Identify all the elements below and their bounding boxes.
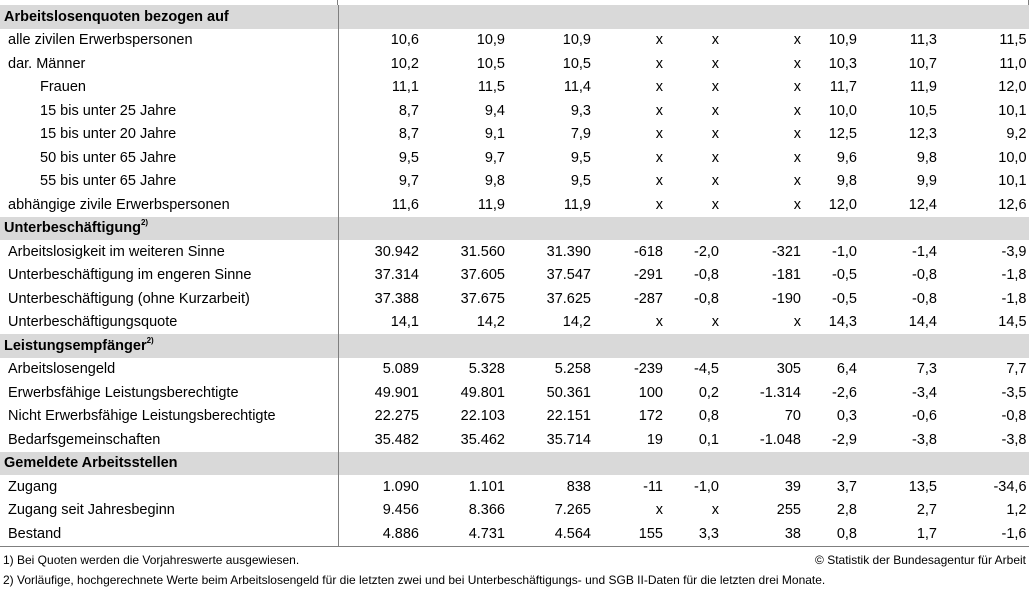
value-cell: 5.258: [554, 361, 591, 378]
value-cell: x: [655, 55, 663, 72]
value-cell: 7.265: [554, 502, 591, 519]
row-label: Unterbeschäftigung (ohne Kurzarbeit): [0, 287, 338, 311]
value-cell: 19: [646, 431, 663, 448]
section-title-text: Arbeitslosenquoten bezogen auf: [4, 8, 229, 25]
value-cell: 37.388: [374, 290, 419, 307]
value-cell: 50.361: [546, 384, 591, 401]
section-header-fill: [338, 452, 1029, 476]
value-cell: 10,1: [943, 170, 1029, 194]
value-cell: 9,5: [570, 173, 591, 190]
value-cell: x: [655, 126, 663, 143]
value-cell: 3,3: [669, 522, 725, 546]
value-cell: 12,4: [908, 196, 937, 213]
value-cell: -618: [633, 243, 663, 260]
value-cell: x: [793, 126, 801, 143]
value-cell: 6,4: [836, 361, 857, 378]
table-row: [0, 311, 1029, 335]
section-header-row: [0, 217, 1029, 241]
value-cell: 14,2: [476, 314, 505, 331]
value-cell: 9,4: [484, 102, 505, 119]
value-cell: x: [711, 126, 719, 143]
value-cell: 7,9: [570, 126, 591, 143]
value-cell: 9,5: [570, 149, 591, 166]
value-cell: 11,1: [391, 79, 419, 96]
table-row: [0, 381, 1029, 405]
value-cell: x: [793, 173, 801, 190]
table-row: [0, 264, 1029, 288]
row-label: Erwerbsfähige Leistungsberechtigte: [0, 381, 338, 405]
section-header-fill: [338, 217, 1029, 241]
value-cell: -0,5: [832, 290, 857, 307]
value-cell: 838: [566, 478, 591, 495]
value-cell: 9,5: [398, 149, 419, 166]
value-cell: -239: [633, 361, 663, 378]
value-cell: x: [655, 173, 663, 190]
value-cell: -291: [633, 267, 663, 284]
value-cell: 0,3: [836, 408, 857, 425]
value-cell: -1,0: [832, 243, 857, 260]
value-cell: 10,9: [828, 32, 857, 49]
value-cell: 5.089: [382, 361, 419, 378]
value-cell: 1.101: [468, 478, 505, 495]
value-cell: -1,4: [912, 243, 937, 260]
value-cell: -3,5: [943, 381, 1029, 405]
value-cell: 49.801: [460, 384, 505, 401]
value-cell: -2,6: [832, 384, 857, 401]
row-label: 15 bis unter 20 Jahre: [0, 123, 338, 147]
table-row: [0, 240, 1029, 264]
value-cell: 35.714: [546, 431, 591, 448]
value-cell: 10,0: [828, 102, 857, 119]
section-title: [0, 334, 338, 358]
value-cell: 10,0: [943, 146, 1029, 170]
footnote-1: 1) Bei Quoten werden die Vorjahreswerte ausgewiesen.: [3, 553, 300, 567]
row-label: 50 bis unter 65 Jahre: [0, 146, 338, 170]
value-cell: x: [793, 314, 801, 331]
value-cell: 0,2: [698, 384, 719, 401]
table-row: [0, 170, 1029, 194]
value-cell: 10,5: [562, 55, 591, 72]
table-row: [0, 358, 1029, 382]
table-row: [0, 146, 1029, 170]
value-cell: -1,8: [943, 264, 1029, 288]
value-cell: 12,3: [908, 126, 937, 143]
value-cell: 155: [597, 522, 669, 546]
section-title: [0, 5, 338, 29]
value-cell: 13,5: [908, 478, 937, 495]
value-cell: 9,8: [916, 149, 937, 166]
value-cell: 8.366: [468, 502, 505, 519]
value-cell: 14,1: [390, 314, 419, 331]
value-cell: 100: [638, 384, 663, 401]
value-cell: 3,7: [836, 478, 857, 495]
value-cell: 1,7: [863, 522, 943, 546]
value-cell: 8,7: [398, 126, 419, 143]
value-cell: 8,7: [398, 102, 419, 119]
value-cell: 14,2: [562, 314, 591, 331]
value-cell: 4.886: [338, 522, 425, 546]
row-label: dar. Männer: [0, 52, 338, 76]
value-cell: 9.456: [382, 502, 419, 519]
value-cell: -2,0: [694, 243, 719, 260]
value-cell: 37.605: [460, 267, 505, 284]
value-cell: 22.151: [546, 408, 591, 425]
value-cell: 49.901: [374, 384, 419, 401]
value-cell: 1,2: [943, 499, 1029, 523]
value-cell: 11,9: [563, 196, 591, 213]
value-cell: -0,8: [694, 290, 719, 307]
value-cell: 0,8: [807, 522, 863, 546]
value-cell: 9,6: [836, 149, 857, 166]
value-cell: 305: [776, 361, 801, 378]
value-cell: -3,8: [912, 431, 937, 448]
value-cell: 2,8: [836, 502, 857, 519]
value-cell: 37.625: [546, 290, 591, 307]
value-cell: -3,4: [912, 384, 937, 401]
footnote-marker: 2): [146, 335, 154, 345]
section-header-fill: [338, 5, 1029, 29]
table-row: [0, 99, 1029, 123]
value-cell: x: [711, 314, 719, 331]
row-label: Nicht Erwerbsfähige Leistungsberechtigte: [0, 405, 338, 429]
value-cell: x: [655, 149, 663, 166]
value-cell: 4.731: [425, 522, 511, 546]
value-cell: 35.462: [460, 431, 505, 448]
section-header-row: [0, 5, 1029, 29]
value-cell: 7,3: [916, 361, 937, 378]
value-cell: -190: [771, 290, 801, 307]
value-cell: 70: [784, 408, 801, 425]
value-cell: 11,0: [943, 52, 1029, 76]
value-cell: 4.564: [511, 522, 597, 546]
value-cell: 9,7: [484, 149, 505, 166]
value-cell: 11,9: [477, 196, 505, 213]
value-cell: 12,6: [943, 193, 1029, 217]
table-row: [0, 475, 1029, 499]
value-cell: 38: [725, 522, 807, 546]
value-cell: -1.314: [759, 384, 801, 401]
value-cell: 1.090: [382, 478, 419, 495]
section-header-row: [0, 334, 1029, 358]
section-header-row: [0, 452, 1029, 476]
source-credit: © Statistik der Bundesagentur für Arbeit: [815, 553, 1026, 567]
table-body: [0, 5, 1029, 546]
value-cell: 14,5: [943, 311, 1029, 335]
row-label: Bestand: [0, 522, 338, 546]
value-cell: x: [711, 196, 719, 213]
value-cell: -287: [633, 290, 663, 307]
value-cell: x: [655, 102, 663, 119]
value-cell: -0,6: [912, 408, 937, 425]
value-cell: 9,1: [484, 126, 505, 143]
value-cell: -181: [771, 267, 801, 284]
table-row: [0, 287, 1029, 311]
value-cell: 14,4: [908, 314, 937, 331]
section-title: [0, 217, 338, 241]
section-title: [0, 452, 338, 476]
value-cell: -1,6: [943, 522, 1029, 546]
value-cell: 11,7: [829, 79, 857, 96]
value-cell: 10,9: [476, 32, 505, 49]
value-cell: -34,6: [943, 475, 1029, 499]
value-cell: 9,2: [943, 123, 1029, 147]
value-cell: x: [711, 149, 719, 166]
value-cell: 9,7: [398, 173, 419, 190]
footnote-2: 2) Vorläufige, hochgerechnete Werte beim Arbeitslosengeld für die letzten zwei und bei Unterbeschäftigungs- und SGB II-Daten für die letzten drei Monate.: [3, 573, 826, 587]
section-title-text: Leistungsempfänger: [4, 337, 147, 354]
value-cell: 11,4: [563, 79, 591, 96]
value-cell: x: [793, 196, 801, 213]
row-label: Unterbeschäftigungsquote: [0, 311, 338, 335]
value-cell: 37.547: [546, 267, 591, 284]
value-cell: -3,8: [943, 428, 1029, 452]
table-row: [0, 522, 1029, 546]
value-cell: -1,8: [943, 287, 1029, 311]
value-cell: 11,6: [391, 196, 419, 213]
value-cell: 9,8: [484, 173, 505, 190]
value-cell: 172: [638, 408, 663, 425]
value-cell: 11,5: [943, 29, 1029, 53]
value-cell: x: [711, 55, 719, 72]
row-label: 55 bis unter 65 Jahre: [0, 170, 338, 194]
row-label: 15 bis unter 25 Jahre: [0, 99, 338, 123]
value-cell: 37.314: [374, 267, 419, 284]
row-label: Frauen: [0, 76, 338, 100]
table-row: [0, 29, 1029, 53]
row-label: alle zivilen Erwerbspersonen: [0, 29, 338, 53]
value-cell: x: [711, 173, 719, 190]
value-cell: -1,0: [694, 478, 719, 495]
value-cell: x: [711, 102, 719, 119]
value-cell: x: [655, 32, 663, 49]
statistics-table: [0, 5, 1029, 547]
value-cell: -0,8: [694, 267, 719, 284]
value-cell: 31.560: [460, 243, 505, 260]
value-cell: 11,3: [909, 32, 937, 49]
row-label: abhängige zivile Erwerbspersonen: [0, 193, 338, 217]
value-cell: 30.942: [374, 243, 419, 260]
row-label: Zugang: [0, 475, 338, 499]
value-cell: 10,1: [943, 99, 1029, 123]
value-cell: -2,9: [832, 431, 857, 448]
value-cell: -4,5: [694, 361, 719, 378]
value-cell: 5.328: [468, 361, 505, 378]
value-cell: x: [711, 79, 719, 96]
value-cell: 22.275: [374, 408, 419, 425]
value-cell: 35.482: [374, 431, 419, 448]
value-cell: x: [793, 32, 801, 49]
value-cell: x: [793, 55, 801, 72]
table-row: [0, 499, 1029, 523]
value-cell: 11,9: [909, 79, 937, 96]
value-cell: 10,5: [908, 102, 937, 119]
value-cell: 14,3: [828, 314, 857, 331]
value-cell: 0,1: [698, 431, 719, 448]
row-label: Bedarfsgemeinschaften: [0, 428, 338, 452]
value-cell: x: [711, 32, 719, 49]
value-cell: 37.675: [460, 290, 505, 307]
value-cell: 12,5: [828, 126, 857, 143]
section-title-text: Unterbeschäftigung: [4, 220, 141, 237]
value-cell: -0,8: [912, 290, 937, 307]
value-cell: 22.103: [460, 408, 505, 425]
value-cell: x: [793, 102, 801, 119]
value-cell: 11,5: [477, 79, 505, 96]
value-cell: 255: [776, 502, 801, 519]
value-cell: 12,0: [943, 76, 1029, 100]
table-row: [0, 193, 1029, 217]
value-cell: 10,2: [390, 55, 419, 72]
value-cell: x: [655, 79, 663, 96]
row-label: Arbeitslosigkeit im weiteren Sinne: [0, 240, 338, 264]
value-cell: 31.390: [546, 243, 591, 260]
value-cell: 10,6: [390, 32, 419, 49]
value-cell: -11: [643, 478, 663, 495]
table-row: [0, 428, 1029, 452]
value-cell: 10,5: [476, 55, 505, 72]
row-label: Zugang seit Jahresbeginn: [0, 499, 338, 523]
value-cell: x: [655, 502, 663, 519]
table-row: [0, 76, 1029, 100]
value-cell: x: [655, 196, 663, 213]
table-row: [0, 123, 1029, 147]
row-label: Unterbeschäftigung im engeren Sinne: [0, 264, 338, 288]
value-cell: -0,8: [943, 405, 1029, 429]
value-cell: -0,5: [832, 267, 857, 284]
value-cell: 9,8: [836, 173, 857, 190]
value-cell: 10,9: [562, 32, 591, 49]
value-cell: 7,7: [943, 358, 1029, 382]
value-cell: x: [711, 502, 719, 519]
table-row: [0, 405, 1029, 429]
value-cell: -321: [771, 243, 801, 260]
value-cell: 2,7: [916, 502, 937, 519]
value-cell: 10,3: [828, 55, 857, 72]
footnote-marker: 2): [140, 218, 149, 228]
value-cell: 9,9: [916, 173, 937, 190]
value-cell: x: [655, 314, 663, 331]
value-cell: x: [793, 79, 801, 96]
value-cell: x: [793, 149, 801, 166]
value-cell: 0,8: [698, 408, 719, 425]
value-cell: -1.048: [759, 431, 801, 448]
value-cell: 39: [784, 478, 801, 495]
value-cell: -0,8: [912, 267, 937, 284]
value-cell: 9,3: [570, 102, 591, 119]
value-cell: 12,0: [828, 196, 857, 213]
section-header-fill: [338, 334, 1029, 358]
value-cell: 10,7: [908, 55, 937, 72]
table-row: [0, 52, 1029, 76]
row-label: Arbeitslosengeld: [0, 358, 338, 382]
value-cell: -3,9: [943, 240, 1029, 264]
section-title-text: Gemeldete Arbeitsstellen: [4, 455, 178, 472]
